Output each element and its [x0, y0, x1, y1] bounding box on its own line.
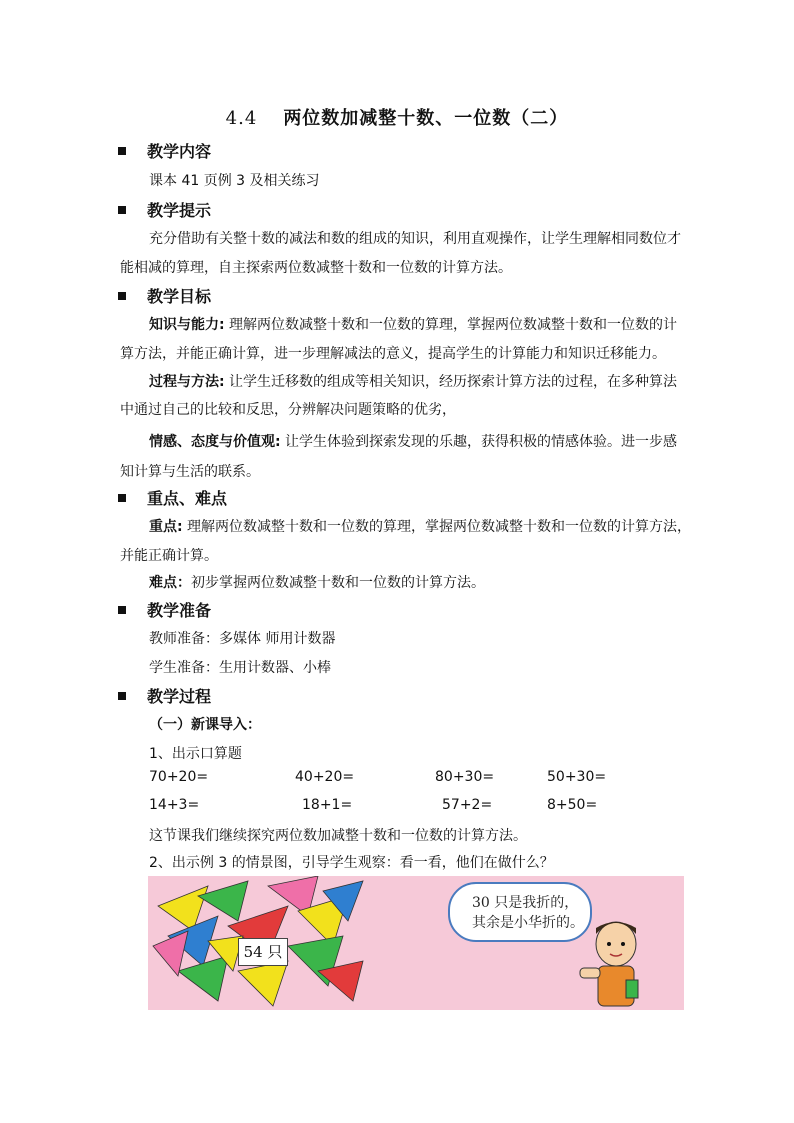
- goal-process-line-2: 中通过自己的比较和反思，分辨解决问题策略的优劣，: [120, 402, 456, 418]
- process-intro: 这节课我们继续探究两位数加减整十数和一位数的计算方法。: [149, 828, 527, 844]
- paper-cranes-illustration: [148, 876, 684, 1010]
- goal-process-text: 让学生迁移数的组成等相关知识，经历探索计算方法的过程，在多种算法: [224, 374, 678, 390]
- goal-process: [149, 371, 677, 391]
- section-heading-prep: [118, 598, 211, 621]
- keypoint-difficult-label: 难点：: [149, 575, 191, 591]
- section-heading-goals: [118, 284, 211, 307]
- exercise-item: 70+20=: [149, 769, 209, 785]
- speech-line-1: 30 只是我折的，: [472, 895, 579, 911]
- speech-line-2: 其余是小华折的。: [472, 915, 584, 931]
- prep-teacher: 教师准备：多媒体 师用计数器: [149, 631, 336, 647]
- goal-emotion-line-2: 知计算与生活的联系。: [120, 464, 260, 480]
- exercise-item: 18+1=: [302, 797, 353, 813]
- goal-knowledge-text: 理解两位数减整十数和一位数的算理，掌握两位数减整十数和一位数的计: [224, 317, 678, 333]
- exercise-item: 8+50=: [547, 797, 598, 813]
- exercise-item: 50+30=: [547, 769, 607, 785]
- goal-knowledge-line-2: 算方法，并能正确计算，进一步理解减法的意义，提高学生的计算能力和知识迁移能力。: [120, 346, 666, 362]
- section-heading-process: [118, 684, 211, 707]
- goal-process-label: 过程与方法:: [149, 374, 225, 390]
- boy-character: [580, 922, 638, 1006]
- section-heading-text: 教学准备: [147, 601, 212, 620]
- hint-line-1: 充分借助有关整十数的减法和数的组成的知识，利用直观操作，让学生理解相同数位才: [149, 231, 681, 247]
- crane-count-badge: 54 只: [238, 938, 288, 966]
- section-heading-text: 教学内容: [147, 142, 212, 161]
- lesson-number: 4.4: [225, 108, 258, 129]
- lesson-title-text: 两位数加减整十数、一位数（二）: [283, 108, 569, 129]
- keypoint-important-text: 理解两位数减整十数和一位数的算理，掌握两位数减整十数和一位数的计算方法，: [182, 519, 692, 535]
- square-bullet-icon: [118, 494, 126, 502]
- speech-bubble: [448, 882, 592, 942]
- goal-emotion: [149, 431, 677, 451]
- goal-emotion-text: 让学生体验到探索发现的乐趣，获得积极的情感体验。进一步感: [280, 434, 678, 450]
- square-bullet-icon: [118, 292, 126, 300]
- exercise-item: 40+20=: [295, 769, 355, 785]
- process-subheading: （一）新课导入：: [149, 717, 261, 733]
- section-heading-text: 教学过程: [147, 687, 212, 706]
- keypoint-difficult-text: 初步掌握两位数减整十数和一位数的计算方法。: [191, 575, 485, 591]
- keypoint-important-label: 重点:: [149, 519, 183, 535]
- keypoint-difficult: [149, 572, 485, 592]
- square-bullet-icon: [118, 147, 126, 155]
- keypoint-important-line-2: 并能正确计算。: [120, 548, 218, 564]
- content-text: 课本 41 页例 3 及相关练习: [149, 173, 320, 189]
- section-heading-hint: [118, 198, 211, 221]
- exercise-item: 14+3=: [149, 797, 200, 813]
- square-bullet-icon: [118, 692, 126, 700]
- square-bullet-icon: [118, 606, 126, 614]
- prep-student: 学生准备：生用计数器、小棒: [149, 660, 331, 676]
- example-scene-illustration: [148, 876, 684, 1010]
- lesson-title: [0, 104, 794, 130]
- exercise-item: 80+30=: [435, 769, 495, 785]
- process-step-2: 2、出示例 3 的情景图，引导学生观察：看一看，他们在做什么？: [149, 855, 554, 871]
- section-heading-text: 教学提示: [147, 201, 212, 220]
- square-bullet-icon: [118, 206, 126, 214]
- goal-knowledge-label: 知识与能力:: [149, 317, 225, 333]
- goal-knowledge: [149, 314, 677, 334]
- section-heading-keypoints: [118, 486, 227, 509]
- keypoint-important: [149, 516, 691, 536]
- hint-line-2: 能相减的算理，自主探索两位数减整十数和一位数的计算方法。: [120, 260, 512, 276]
- process-step-1: 1、出示口算题: [149, 746, 242, 762]
- exercise-item: 57+2=: [442, 797, 493, 813]
- section-heading-text: 重点、难点: [147, 489, 228, 508]
- section-heading-content: [118, 139, 211, 162]
- goal-emotion-label: 情感、态度与价值观:: [149, 434, 281, 450]
- section-heading-text: 教学目标: [147, 287, 212, 306]
